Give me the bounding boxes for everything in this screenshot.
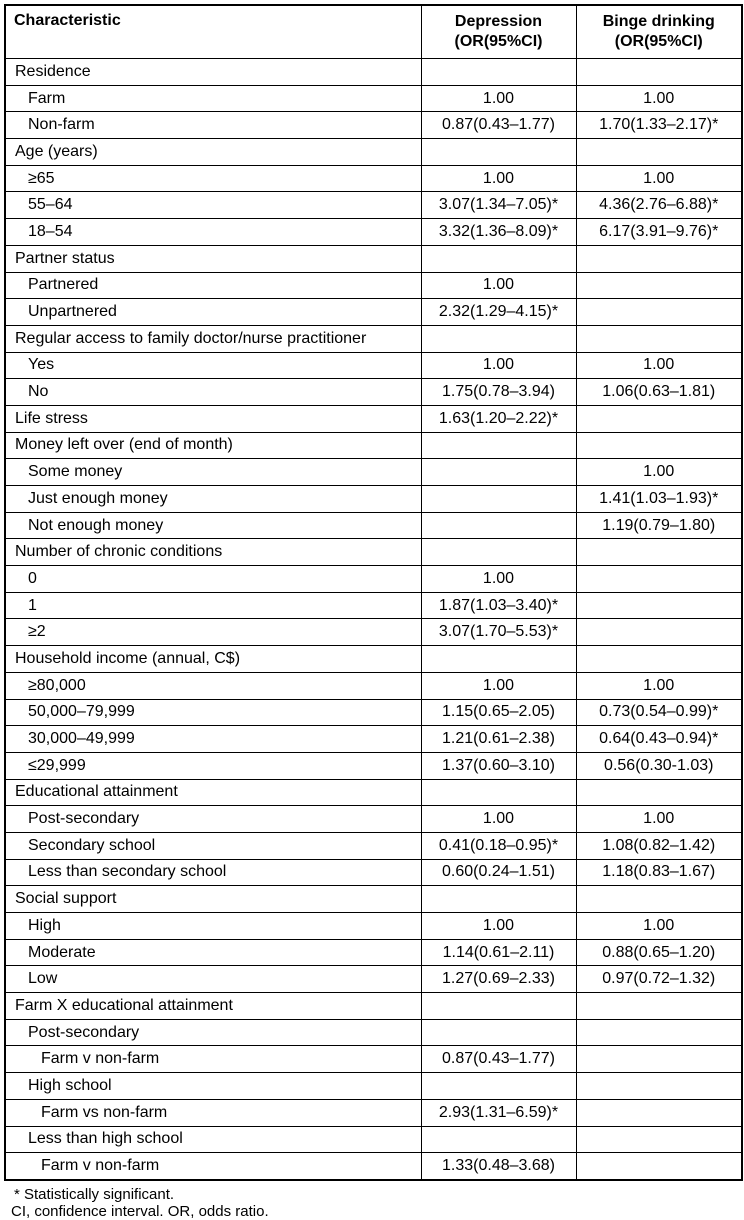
table-row — [5, 85, 742, 112]
depression-value — [421, 646, 576, 673]
row-label: Less than high school — [5, 1126, 421, 1153]
binge-drinking-value — [576, 1046, 742, 1073]
table-row — [5, 512, 742, 539]
binge-drinking-value: 1.00 — [576, 459, 742, 486]
row-label: Educational attainment — [5, 779, 421, 806]
footnote-statistical-significance: * Statistically significant. — [14, 1185, 175, 1203]
binge-header-line2: (OR(95%CI) — [614, 33, 703, 50]
table-row — [5, 432, 742, 459]
row-label: No — [5, 379, 421, 406]
depression-value — [421, 432, 576, 459]
row-label: ≥80,000 — [5, 672, 421, 699]
row-label: 55–64 — [5, 192, 421, 219]
depression-value: 1.00 — [421, 272, 576, 299]
binge-drinking-value: 1.70(1.33–2.17)* — [576, 112, 742, 139]
binge-drinking-value — [576, 566, 742, 593]
depression-value: 0.41(0.18–0.95)* — [421, 832, 576, 859]
column-header-characteristic: Characteristic — [5, 5, 421, 59]
table-row — [5, 192, 742, 219]
binge-header-line1: Binge drinking — [602, 13, 715, 30]
row-label: Farm X educational attainment — [5, 993, 421, 1020]
binge-drinking-value — [576, 779, 742, 806]
table-row — [5, 832, 742, 859]
table-row — [5, 379, 742, 406]
depression-value — [421, 539, 576, 566]
row-label: ≤29,999 — [5, 752, 421, 779]
table-row — [5, 806, 742, 833]
table-row — [5, 859, 742, 886]
depression-value: 1.00 — [421, 913, 576, 940]
binge-drinking-value — [576, 245, 742, 272]
table-row — [5, 299, 742, 326]
table-row — [5, 219, 742, 246]
table-row — [5, 886, 742, 913]
row-label: Farm vs non-farm — [5, 1099, 421, 1126]
table-row — [5, 1073, 742, 1100]
binge-drinking-value — [576, 1073, 742, 1100]
table-row — [5, 993, 742, 1020]
table-row — [5, 1153, 742, 1180]
binge-drinking-value: 1.00 — [576, 913, 742, 940]
row-label: Some money — [5, 459, 421, 486]
row-label: Household income (annual, C$) — [5, 646, 421, 673]
depression-value: 0.87(0.43–1.77) — [421, 112, 576, 139]
binge-drinking-value — [576, 299, 742, 326]
row-label: Farm v non-farm — [5, 1153, 421, 1180]
depression-value: 1.14(0.61–2.11) — [421, 939, 576, 966]
depression-value: 1.21(0.61–2.38) — [421, 726, 576, 753]
binge-drinking-value: 1.00 — [576, 806, 742, 833]
binge-drinking-value: 0.88(0.65–1.20) — [576, 939, 742, 966]
table-row — [5, 245, 742, 272]
row-label: Partner status — [5, 245, 421, 272]
binge-drinking-value: 1.19(0.79–1.80) — [576, 512, 742, 539]
row-label: Just enough money — [5, 486, 421, 513]
binge-drinking-value: 1.41(1.03–1.93)* — [576, 486, 742, 513]
binge-drinking-value — [576, 646, 742, 673]
depression-value: 1.00 — [421, 566, 576, 593]
row-label: Not enough money — [5, 512, 421, 539]
table-row — [5, 939, 742, 966]
table-row — [5, 165, 742, 192]
depression-value — [421, 779, 576, 806]
table-row — [5, 272, 742, 299]
row-label: 50,000–79,999 — [5, 699, 421, 726]
depression-value: 0.60(0.24–1.51) — [421, 859, 576, 886]
depression-value: 1.00 — [421, 672, 576, 699]
binge-drinking-value — [576, 1099, 742, 1126]
depression-value: 1.87(1.03–3.40)* — [421, 592, 576, 619]
row-label: Unpartnered — [5, 299, 421, 326]
binge-drinking-value: 1.00 — [576, 85, 742, 112]
row-label: Residence — [5, 59, 421, 86]
row-label: Secondary school — [5, 832, 421, 859]
binge-drinking-value: 0.73(0.54–0.99)* — [576, 699, 742, 726]
table-row — [5, 139, 742, 166]
binge-drinking-value — [576, 539, 742, 566]
depression-value — [421, 459, 576, 486]
row-label: Post-secondary — [5, 1019, 421, 1046]
table-row — [5, 779, 742, 806]
binge-drinking-value — [576, 59, 742, 86]
row-label: Moderate — [5, 939, 421, 966]
binge-drinking-value — [576, 139, 742, 166]
table-row — [5, 592, 742, 619]
table-row — [5, 672, 742, 699]
table-row — [5, 752, 742, 779]
depression-value — [421, 59, 576, 86]
depression-value: 2.93(1.31–6.59)* — [421, 1099, 576, 1126]
depression-value: 1.00 — [421, 806, 576, 833]
table-row — [5, 325, 742, 352]
binge-drinking-value — [576, 993, 742, 1020]
table-row — [5, 486, 742, 513]
table-row — [5, 1099, 742, 1126]
depression-header-line2: (OR(95%CI) — [454, 33, 543, 50]
binge-drinking-value — [576, 1126, 742, 1153]
depression-value — [421, 512, 576, 539]
depression-value — [421, 1126, 576, 1153]
depression-value — [421, 1019, 576, 1046]
binge-drinking-value: 0.56(0.30-1.03) — [576, 752, 742, 779]
table-row — [5, 699, 742, 726]
row-label: Life stress — [5, 405, 421, 432]
depression-value — [421, 886, 576, 913]
binge-drinking-value — [576, 1153, 742, 1180]
depression-value: 1.75(0.78–3.94) — [421, 379, 576, 406]
depression-value: 1.27(0.69–2.33) — [421, 966, 576, 993]
table-row — [5, 112, 742, 139]
depression-value: 3.32(1.36–8.09)* — [421, 219, 576, 246]
depression-value — [421, 325, 576, 352]
table-row — [5, 913, 742, 940]
column-header-depression — [421, 5, 576, 59]
depression-value: 2.32(1.29–4.15)* — [421, 299, 576, 326]
depression-value — [421, 486, 576, 513]
binge-drinking-value: 1.00 — [576, 352, 742, 379]
row-label: 18–54 — [5, 219, 421, 246]
table-row — [5, 59, 742, 86]
row-label: Regular access to family doctor/nurse practitioner — [5, 325, 421, 352]
table-row — [5, 619, 742, 646]
row-label: Farm v non-farm — [5, 1046, 421, 1073]
table-row — [5, 539, 742, 566]
binge-drinking-value: 1.06(0.63–1.81) — [576, 379, 742, 406]
depression-value — [421, 139, 576, 166]
row-label: Non-farm — [5, 112, 421, 139]
table-row — [5, 405, 742, 432]
binge-drinking-value — [576, 432, 742, 459]
table-row — [5, 646, 742, 673]
row-label: Social support — [5, 886, 421, 913]
table-row — [5, 459, 742, 486]
row-label: High school — [5, 1073, 421, 1100]
row-label: High — [5, 913, 421, 940]
binge-drinking-value: 1.18(0.83–1.67) — [576, 859, 742, 886]
binge-drinking-value: 1.00 — [576, 672, 742, 699]
binge-drinking-value: 1.08(0.82–1.42) — [576, 832, 742, 859]
footnotes — [4, 1186, 744, 1220]
depression-header-line1: Depression — [454, 13, 543, 30]
row-label: ≥2 — [5, 619, 421, 646]
table-row — [5, 966, 742, 993]
table-row — [5, 1019, 742, 1046]
row-label: Farm — [5, 85, 421, 112]
header-row — [5, 5, 742, 59]
binge-drinking-value — [576, 272, 742, 299]
depression-value: 3.07(1.70–5.53)* — [421, 619, 576, 646]
column-header-binge-drinking — [576, 5, 742, 59]
row-label: Low — [5, 966, 421, 993]
row-label: Age (years) — [5, 139, 421, 166]
footnote-abbreviations: CI, confidence interval. OR, odds ratio. — [11, 1202, 269, 1220]
binge-drinking-value: 1.00 — [576, 165, 742, 192]
table-row — [5, 566, 742, 593]
binge-drinking-value — [576, 405, 742, 432]
table-row — [5, 1046, 742, 1073]
row-label: ≥65 — [5, 165, 421, 192]
depression-value — [421, 993, 576, 1020]
depression-value: 1.33(0.48–3.68) — [421, 1153, 576, 1180]
depression-value: 0.87(0.43–1.77) — [421, 1046, 576, 1073]
binge-drinking-value — [576, 886, 742, 913]
binge-drinking-value — [576, 592, 742, 619]
row-label: Number of chronic conditions — [5, 539, 421, 566]
row-label: 1 — [5, 592, 421, 619]
binge-drinking-value: 0.97(0.72–1.32) — [576, 966, 742, 993]
depression-value — [421, 245, 576, 272]
depression-value: 1.00 — [421, 352, 576, 379]
row-label: Less than secondary school — [5, 859, 421, 886]
depression-value — [421, 1073, 576, 1100]
table-row — [5, 1126, 742, 1153]
depression-value: 1.15(0.65–2.05) — [421, 699, 576, 726]
row-label: Partnered — [5, 272, 421, 299]
results-table — [4, 4, 743, 1181]
binge-drinking-value — [576, 1019, 742, 1046]
row-label: Post-secondary — [5, 806, 421, 833]
binge-drinking-value — [576, 619, 742, 646]
table-row — [5, 352, 742, 379]
binge-drinking-value: 4.36(2.76–6.88)* — [576, 192, 742, 219]
depression-value: 1.00 — [421, 85, 576, 112]
row-label: 0 — [5, 566, 421, 593]
depression-value: 1.00 — [421, 165, 576, 192]
depression-value: 1.63(1.20–2.22)* — [421, 405, 576, 432]
depression-value: 3.07(1.34–7.05)* — [421, 192, 576, 219]
binge-drinking-value: 0.64(0.43–0.94)* — [576, 726, 742, 753]
binge-drinking-value: 6.17(3.91–9.76)* — [576, 219, 742, 246]
row-label: Yes — [5, 352, 421, 379]
row-label: 30,000–49,999 — [5, 726, 421, 753]
row-label: Money left over (end of month) — [5, 432, 421, 459]
binge-drinking-value — [576, 325, 742, 352]
table-row — [5, 726, 742, 753]
depression-value: 1.37(0.60–3.10) — [421, 752, 576, 779]
